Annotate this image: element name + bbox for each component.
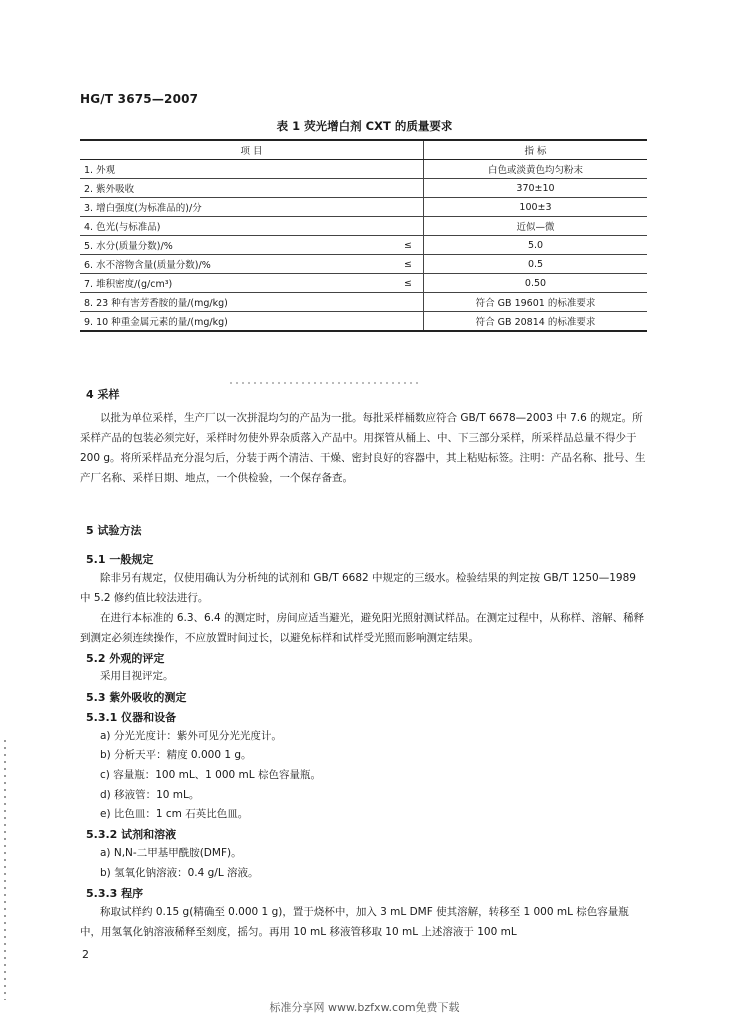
operator-cell	[393, 217, 424, 236]
table-row	[80, 274, 647, 293]
value-cell: 符合 GB 19601 的标准要求	[424, 293, 648, 312]
value-cell: 0.50	[424, 274, 648, 293]
quality-requirements-table	[80, 139, 647, 332]
section-5-1-heading: 5.1 一般规定	[86, 553, 154, 566]
section-5-3-heading: 5.3 紫外吸收的测定	[86, 691, 187, 704]
column-header-value: 指 标	[424, 140, 648, 160]
value-cell: 370±10	[424, 179, 648, 198]
value-cell: 白色或淡黄色均匀粉末	[424, 160, 648, 179]
value-cell: 5.0	[424, 236, 648, 255]
table-row	[80, 160, 647, 179]
section-4-text	[80, 408, 648, 488]
operator-cell	[393, 293, 424, 312]
section-5-2-heading: 5.2 外观的评定	[86, 652, 165, 665]
item-cell: 4. 色光(与标准品)	[80, 217, 393, 236]
section-5-heading: 5 试验方法	[86, 524, 142, 537]
item-cell: 3. 增白强度(为标准品的)/分	[80, 198, 393, 217]
standard-code: HG/T 3675—2007	[80, 92, 199, 106]
item-cell: 6. 水不溶物含量(质量分数)/%	[80, 255, 393, 274]
value-cell: 符合 GB 20814 的标准要求	[424, 312, 648, 332]
table-row	[80, 217, 647, 236]
table-row	[80, 198, 647, 217]
table-row	[80, 255, 647, 274]
section-5-1-text-1: 除非另有规定，仅使用确认为分析纯的试剂和 GB/T 6682 中规定的三级水。检验结果的判定按 GB/T 1250—1989 中 5.2 修约值比较法进行。	[80, 572, 636, 604]
operator-cell	[393, 179, 424, 198]
table-title: 表 1 荧光增白剂 CXT 的质量要求	[276, 119, 453, 133]
section-5-1-text-2: 在进行本标准的 6.3、6.4 的测定时，房间应适当避光，避免阳光照射测试样品。在测定过程中，从称样、溶解、稀释到测定必须连续操作，不应放置时间过长，以避免标样和试样受光照而影响测定结果。	[80, 612, 645, 644]
scan-edge-artifact	[4, 740, 6, 1000]
section-5-1-para-1	[80, 568, 648, 608]
section-5-3-3-heading: 5.3.3 程序	[86, 887, 144, 900]
value-cell: 0.5	[424, 255, 648, 274]
item-cell: 2. 紫外吸收	[80, 179, 393, 198]
item-cell: 7. 堆积密度/(g/cm³)	[80, 274, 393, 293]
operator-cell	[393, 312, 424, 332]
operator-cell: ≤	[393, 236, 424, 255]
section-5-3-3-para	[80, 902, 648, 942]
value-cell: 近似—微	[424, 217, 648, 236]
column-header-item: 项 目	[80, 140, 424, 160]
scan-artifact-divider	[230, 382, 420, 384]
equipment-item: a) 分光光度计：紫外可见分光光度计。	[100, 730, 282, 742]
reagent-item: a) N,N-二甲基甲酰胺(DMF)。	[100, 847, 242, 859]
table-row	[80, 236, 647, 255]
operator-cell: ≤	[393, 274, 424, 293]
page-number: 2	[82, 948, 89, 961]
equipment-item: e) 比色皿：1 cm 石英比色皿。	[100, 808, 249, 820]
table-row	[80, 312, 647, 332]
item-cell: 8. 23 种有害芳香胺的量/(mg/kg)	[80, 293, 393, 312]
item-cell: 5. 水分(质量分数)/%	[80, 236, 393, 255]
table-row	[80, 179, 647, 198]
section-5-2-text: 采用目视评定。	[100, 670, 174, 682]
item-cell: 9. 10 种重金属元素的量/(mg/kg)	[80, 312, 393, 332]
item-cell: 1. 外观	[80, 160, 393, 179]
reagent-item: b) 氢氧化钠溶液：0.4 g/L 溶液。	[100, 867, 259, 879]
section-5-3-3-text: 称取试样约 0.15 g(精确至 0.000 1 g)，置于烧杯中，加入 3 mL DMF 使其溶解，转移至 1 000 mL 棕色容量瓶中，用氢氧化钠溶液稀释至刻度，摇匀。再用 10 mL 移液管移取 10 mL 上述溶液于 100 mL	[80, 906, 629, 938]
table-header-row	[80, 140, 647, 160]
operator-cell	[393, 160, 424, 179]
section-4-heading: 4 采样	[86, 388, 120, 401]
footer-watermark: 标准分享网 www.bzfxw.com免费下载	[269, 1001, 460, 1014]
equipment-item: d) 移液管：10 mL。	[100, 789, 200, 801]
section-4-paragraph: 以批为单位采样，生产厂以一次拼混均匀的产品为一批。每批采样桶数应符合 GB/T 6678—2003 中 7.6 的规定。所采样产品的包装必须完好，采样时勿使外界杂质落入产品中。用探管从桶上、中、下三部分采样，所采样品总量不得少于 200 g。将所采样品充分混匀后，分装于两个清洁、干燥、密封良好的容器中，其上粘贴标签。注明：产品名称、批号、生产厂名称、采样日期、地点，一个供检验，一个保存备查。	[80, 412, 646, 484]
value-cell: 100±3	[424, 198, 648, 217]
table-row	[80, 293, 647, 312]
section-5-3-2-heading: 5.3.2 试剂和溶液	[86, 828, 177, 841]
section-5-1-para-2	[80, 608, 648, 648]
operator-cell: ≤	[393, 255, 424, 274]
section-5-3-1-heading: 5.3.1 仪器和设备	[86, 711, 177, 724]
equipment-item: c) 容量瓶：100 mL、1 000 mL 棕色容量瓶。	[100, 769, 321, 781]
operator-cell	[393, 198, 424, 217]
equipment-item: b) 分析天平：精度 0.000 1 g。	[100, 749, 252, 761]
